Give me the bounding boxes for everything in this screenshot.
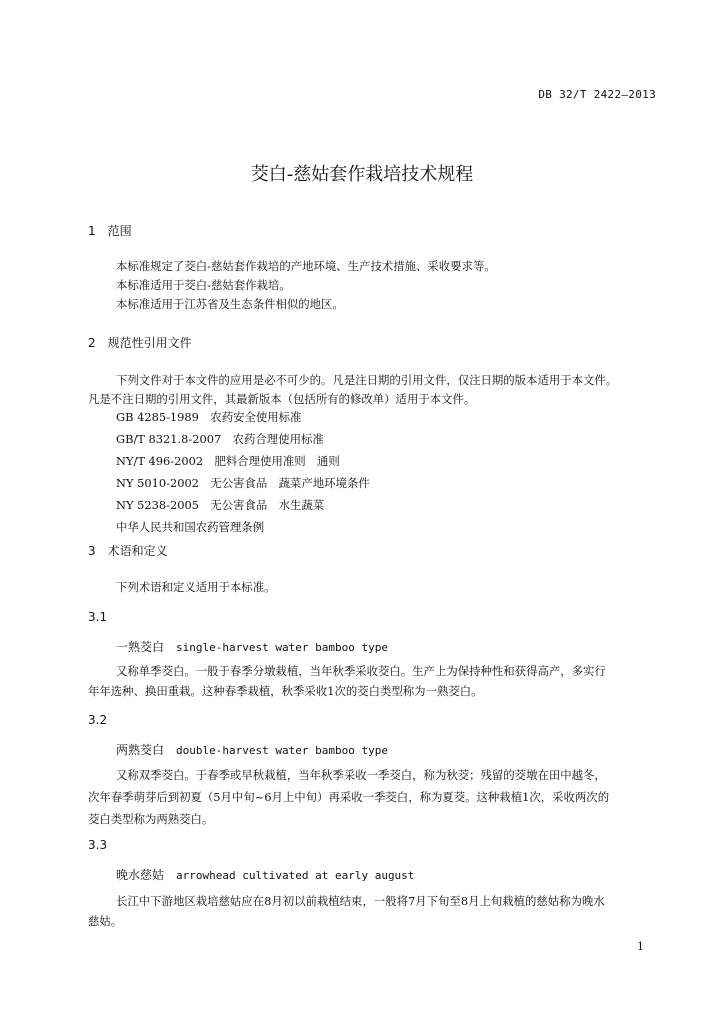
document-code: DB 32/T 2422—2013 — [538, 88, 656, 101]
term-number: 3.1 — [88, 610, 108, 624]
section-1-body — [88, 255, 660, 315]
term-number: 3.2 — [88, 713, 108, 727]
term-zh: 两熟茭白 — [116, 743, 165, 757]
section-3-intro: 下列术语和定义适用于本标准。 — [116, 580, 276, 594]
paragraph-line: 本标准适用于茭白-慈姑套作栽培。 — [116, 278, 291, 292]
paragraph-line: 又称单季茭白。一般于春季分墩栽植，当年秋季采收茭白。生产上为保持种性和获得高产，多实行 — [116, 664, 606, 678]
document-title: 茭白-慈姑套作栽培技术规程 — [250, 164, 474, 185]
paragraph-line: 茭白类型称为两熟茭白。 — [88, 812, 214, 826]
reference-item: GB 4285-1989 农药安全使用标准 — [116, 410, 302, 424]
term-title — [88, 741, 688, 758]
term-en: double-harvest water bamboo type — [176, 744, 388, 757]
reference-item: NY 5238-2005 无公害食品 水生蔬菜 — [116, 498, 325, 512]
paragraph-line: 慈姑。 — [88, 914, 123, 928]
term-definition — [88, 764, 660, 830]
paragraph-line: 凡是不注日期的引用文件，其最新版本（包括所有的修改单）适用于本文件。 — [88, 392, 476, 406]
paragraph-line: 本标准适用于江苏省及生态条件相似的地区。 — [116, 297, 344, 311]
reference-item: NY/T 496-2002 肥料合理使用准则 通则 — [116, 454, 340, 468]
section-1-heading: 1 范围 — [88, 224, 132, 238]
section-2-body — [88, 369, 660, 410]
page-number: 1 — [637, 940, 644, 953]
term-title — [88, 866, 688, 883]
term-title — [88, 638, 688, 655]
paragraph-line: 下列文件对于本文件的应用是必不可少的。凡是注日期的引用文件，仅注日期的版本适用于本文件。 — [116, 373, 618, 387]
term-en: single-harvest water bamboo type — [176, 641, 388, 654]
paragraph-line: 长江中下游地区栽培慈姑应在8月初以前栽植结束，一般将7月下旬至8月上旬栽植的慈姑称为晚水 — [116, 894, 605, 908]
reference-item: GB/T 8321.8-2007 农药合理使用标准 — [116, 432, 324, 446]
paragraph-line: 次年春季萌芽后到初夏（5月中旬~6月上中旬）再采收一季茭白，称为夏茭。这种栽植1次，采收两次的 — [88, 790, 610, 804]
reference-item: NY 5010-2002 无公害食品 蔬菜产地环境条件 — [116, 476, 370, 490]
reference-item: 中华人民共和国农药管理条例 — [116, 520, 265, 534]
term-zh: 晚水慈姑 — [116, 868, 165, 882]
term-zh: 一熟茭白 — [116, 640, 165, 654]
section-2-heading: 2 规范性引用文件 — [88, 336, 192, 350]
paragraph-line: 年年选种、换田重栽。这种春季栽植，秋季采收1次的茭白类型称为一熟茭白。 — [88, 684, 483, 698]
term-definition — [88, 660, 660, 702]
section-3-heading: 3 术语和定义 — [88, 544, 168, 558]
paragraph-line: 又称双季茭白。于春季或早秋栽植，当年秋季采收一季茭白，称为秋茭；残留的茭墩在田中越冬， — [116, 768, 606, 782]
term-en: arrowhead cultivated at early august — [176, 869, 415, 882]
term-number: 3.3 — [88, 838, 108, 852]
term-definition — [88, 890, 660, 932]
paragraph-line: 本标准规定了茭白-慈姑套作栽培的产地环境、生产技术措施、采收要求等。 — [116, 259, 496, 273]
reference-list — [88, 406, 660, 538]
